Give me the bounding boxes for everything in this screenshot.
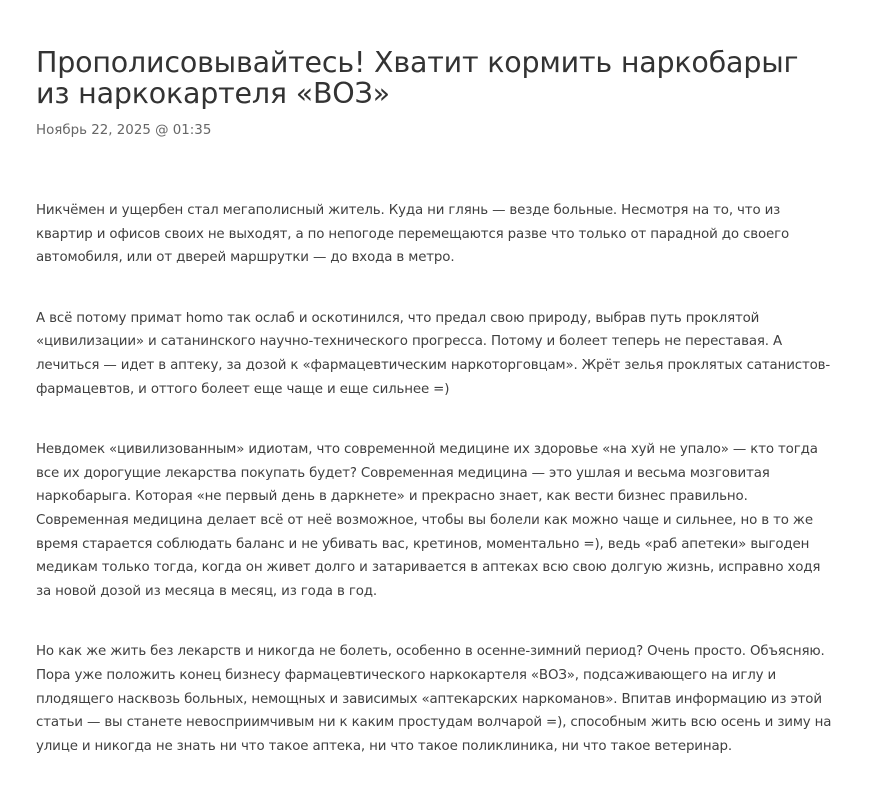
- article-title: Прополисовывайтесь! Хватит кормить наркобарыг из наркокартеля «ВОЗ»: [36, 46, 799, 110]
- paragraph: Невдомек «цивилизованным» идиотам, что современной медицине их здоровье «на хуй не упало» — кто тогда все их дорогущие лекарства покупать будет? Современная медицина — это ушлая и весьма мозговитая наркобарыга. Которая «не первый день в даркнете» и прекрасно знает, как вести бизнес правильно. Современная медицина делает всё от неё возможное, чтобы вы болели как можно чаще и сильнее, но в то же время старается соблюдать баланс и не убивать вас, кретинов, моментально =), ведь «раб апетеки» выгоден медикам только тогда, когда он живет долго и затаривается в аптеках всю свою долгую жизнь, исправно ходя за новой дозой из месяца в месяц, из года в год.: [36, 442, 821, 599]
- paragraph: А всё потому примат homo так ослаб и оскотинился, что предал свою природу, выбрав путь проклятой «цивилизации» и сатанинского научно-технического прогресса. Потому и болеет теперь не переставая. А лечиться — идет в аптеку, за дозой к «фармацевтическим наркоторговцам». Жрёт зелья проклятых сатанистов-фармацевтов, и оттого болеет еще чаще и еще сильнее =): [36, 310, 831, 397]
- article: [36, 0, 836, 795]
- article-body: [36, 199, 836, 758]
- post-date: Ноябрь 22, 2025 @ 01:35: [36, 123, 212, 138]
- paragraph: Но как же жить без лекарств и никогда не болеть, особенно в осенне-зимний период? Очень просто. Объясняю. Пора уже положить конец бизнесу фармацевтического наркокартеля «ВОЗ», подсаживающего на иглу и плодящего насквозь больных, немощных и зависимых «аптекарских наркоманов». Впитав информацию из этой статьи — вы станете невосприимчивым ни к каким простудам волчарой =), способным жить всю осень и зиму на улице и никогда не знать ни что такое аптека, ни что такое поликлиника, ни что такое ветеринар.: [36, 644, 832, 754]
- paragraph: Никчёмен и ущербен стал мегаполисный житель. Куда ни глянь — везде больные. Несмотря на то, что из квартир и офисов своих не выходят, а по непогоде перемещаются разве что только от парадной до своего автомобиля, или от дверей маршрутки — до входа в метро.: [36, 203, 790, 266]
